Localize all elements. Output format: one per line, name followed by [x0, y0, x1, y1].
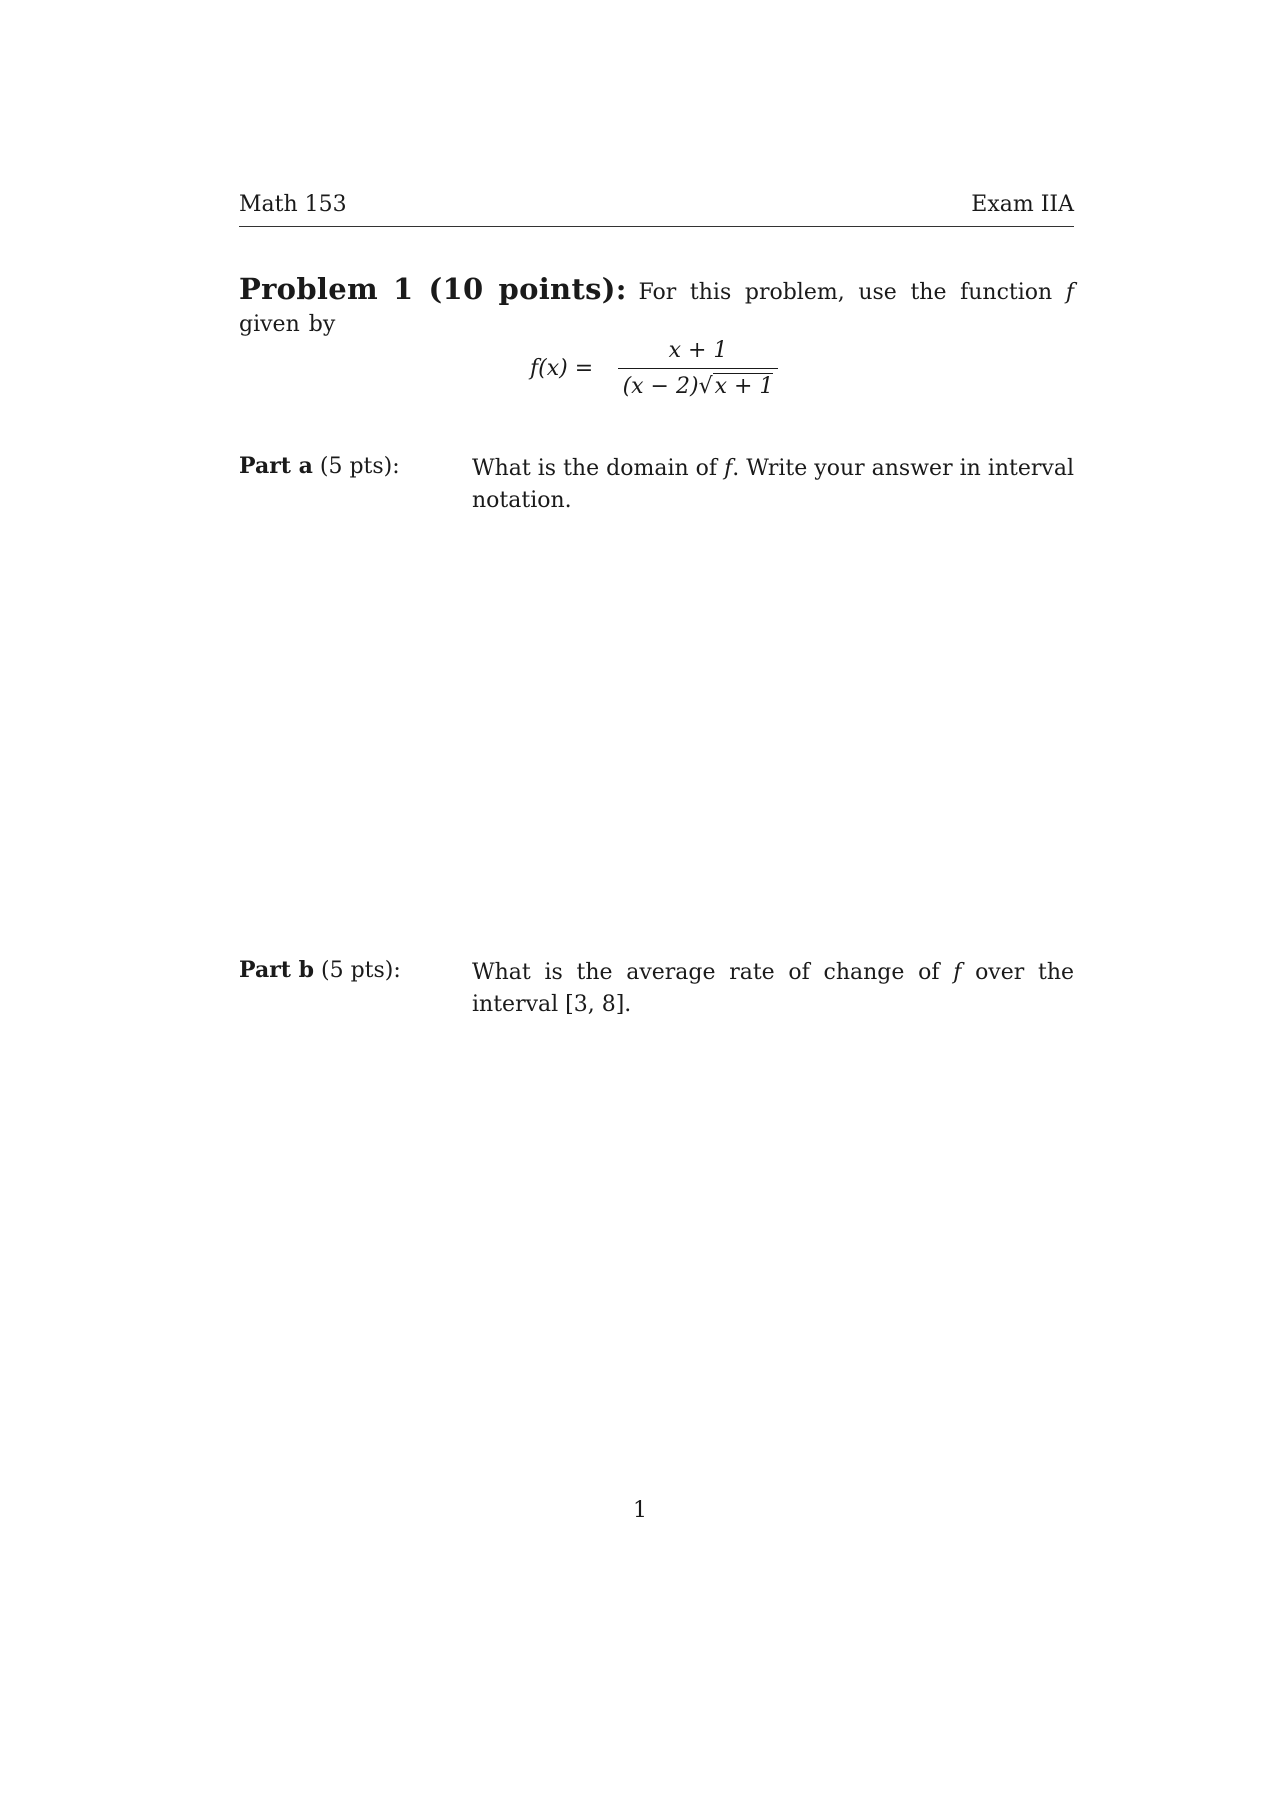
part-a-points: (5 pts): — [319, 454, 400, 479]
formula-numerator: x + 1 — [668, 338, 728, 363]
square-root-icon: √ — [698, 374, 713, 399]
part-a-text-start: What is the domain of — [472, 456, 718, 481]
problem-1-statement — [239, 273, 1074, 341]
part-b-text-start: What is the average rate of change of — [472, 960, 940, 985]
part-a-function-symbol: f — [724, 456, 733, 481]
denominator-factor: (x − 2) — [622, 374, 699, 399]
sqrt-content: x + 1 — [714, 374, 774, 399]
formula-lhs: f(x) = — [530, 356, 594, 381]
part-a-label — [239, 453, 400, 479]
fraction-bar — [618, 368, 778, 369]
course-title: Math 153 — [239, 192, 347, 217]
problem-intro-text-start: For this problem, use the function — [638, 280, 1053, 305]
part-b-question — [472, 957, 1074, 1021]
problem-heading: Problem 1 (10 points): — [239, 272, 627, 306]
exam-title: Exam IIA — [971, 192, 1074, 217]
part-b-function-symbol: f — [953, 960, 962, 985]
page-header — [239, 192, 1074, 227]
part-b-label — [239, 957, 401, 983]
formula-denominator — [618, 372, 778, 402]
function-symbol: f — [1065, 280, 1074, 305]
part-a-text-end: . Write your answer in interval notation. — [472, 456, 1074, 513]
part-a-question — [472, 453, 1074, 517]
part-b-text-end: over the interval [3, 8]. — [472, 960, 1075, 1017]
problem-intro-text-end: given by — [239, 312, 336, 337]
part-b-points: (5 pts): — [321, 958, 401, 983]
formula-fraction — [618, 336, 778, 402]
part-b-title: Part b — [239, 957, 315, 983]
part-a-title: Part a — [239, 453, 313, 479]
page-number: 1 — [633, 1498, 647, 1523]
